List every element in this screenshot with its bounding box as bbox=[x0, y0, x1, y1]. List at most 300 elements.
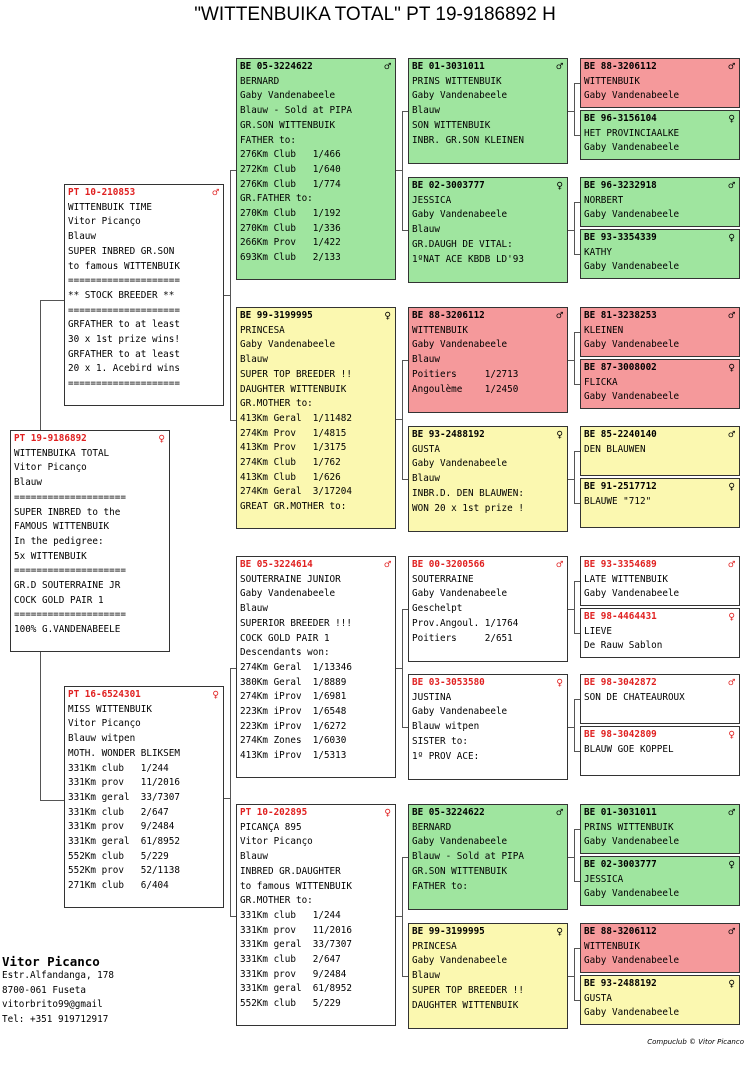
card-line: SUPER INBRED GR.SON bbox=[68, 245, 175, 257]
pigeon-card-mmm bbox=[408, 923, 568, 1029]
connector-line bbox=[574, 829, 575, 882]
card-line: SUPER TOP BREEDER !! bbox=[412, 984, 524, 996]
card-header bbox=[68, 688, 219, 703]
ring-number: PT 10-210853 bbox=[68, 187, 136, 198]
card-line: Gaby Vandenabeele bbox=[412, 458, 508, 470]
card-line: 223Km iProv 1/6272 bbox=[240, 720, 347, 732]
male-icon: ♂ bbox=[728, 60, 735, 73]
connector-line bbox=[574, 699, 575, 752]
connector-line bbox=[40, 300, 64, 301]
ring-number: BE 05-3224622 bbox=[412, 807, 485, 818]
card-line: GRFATHER to at least bbox=[68, 348, 180, 360]
ring-number: BE 98-4464431 bbox=[584, 611, 657, 622]
card-line: SISTER to: bbox=[412, 735, 468, 747]
card-line: BLAUW GOE KOPPEL bbox=[584, 743, 674, 755]
card-line: ==================== bbox=[14, 565, 126, 577]
pigeon-card-subject bbox=[10, 430, 170, 652]
pigeon-card-g15 bbox=[580, 923, 740, 973]
card-line: Gaby Vandenabeele bbox=[584, 836, 680, 848]
card-line: Blauw - Sold at PIPA bbox=[240, 105, 352, 117]
female-icon: ♀ bbox=[556, 676, 563, 689]
card-line: 266Km Prov 1/422 bbox=[240, 237, 341, 249]
ring-number: BE 96-3232918 bbox=[584, 180, 657, 191]
card-line: Vitor Picanço bbox=[240, 836, 313, 848]
ring-number: BE 00-3200566 bbox=[412, 559, 485, 570]
card-line: GR.MOTHER to: bbox=[240, 895, 313, 907]
card-line: Poitiers 2/651 bbox=[412, 632, 513, 644]
card-line: NORBERT bbox=[584, 194, 624, 206]
ring-number: BE 88-3206112 bbox=[584, 61, 657, 72]
ring-number: BE 88-3206112 bbox=[412, 310, 485, 321]
card-line: Gaby Vandenabeele bbox=[584, 339, 680, 351]
owner-name: Vitor Picanco bbox=[2, 954, 100, 969]
male-icon: ♂ bbox=[728, 925, 735, 938]
female-icon: ♀ bbox=[728, 977, 735, 990]
connector-line bbox=[574, 581, 575, 634]
card-line: Gaby Vandenabeele bbox=[584, 90, 680, 102]
ring-number: BE 01-3031011 bbox=[584, 807, 657, 818]
card-line: Blauw bbox=[412, 224, 440, 236]
pigeon-card-g7 bbox=[580, 426, 740, 476]
card-line: FLICKA bbox=[584, 376, 618, 388]
ring-number: BE 96-3156104 bbox=[584, 113, 657, 124]
card-line: JUSTINA bbox=[412, 691, 452, 703]
ring-number: BE 88-3206112 bbox=[584, 926, 657, 937]
card-line: MISS WITTENBUIK bbox=[68, 703, 152, 715]
card-header bbox=[584, 977, 735, 992]
card-line: Poitiers 1/2713 bbox=[412, 368, 519, 380]
card-header bbox=[240, 60, 391, 75]
card-header bbox=[584, 558, 735, 573]
card-line: 272Km Club 1/640 bbox=[240, 163, 341, 175]
card-line: Blauw bbox=[240, 603, 268, 615]
card-line: BERNARD bbox=[240, 75, 280, 87]
connector-line bbox=[230, 668, 231, 916]
card-line: 331Km club 2/647 bbox=[240, 954, 341, 966]
card-line: FATHER to: bbox=[412, 880, 468, 892]
card-line: Blauw witpen bbox=[412, 721, 480, 733]
card-line: GRFATHER to at least bbox=[68, 319, 180, 331]
card-header bbox=[584, 858, 735, 873]
card-line: 380Km Geral 1/8889 bbox=[240, 676, 347, 688]
card-line: 413Km Prov 1/3175 bbox=[240, 442, 347, 454]
card-line: PRINS WITTENBUIK bbox=[412, 75, 502, 87]
card-line: 331Km club 2/647 bbox=[68, 806, 169, 818]
pigeon-card-g4 bbox=[580, 229, 740, 279]
ring-number: BE 91-2517712 bbox=[584, 481, 657, 492]
card-header bbox=[584, 60, 735, 75]
card-line: DEN BLAUWEN bbox=[584, 443, 646, 455]
card-line: DAUGHTER WITTENBUIK bbox=[240, 383, 347, 395]
card-line: PICANÇA 895 bbox=[240, 821, 302, 833]
male-icon: ♂ bbox=[556, 309, 563, 322]
pigeon-card-ff bbox=[236, 58, 396, 280]
card-line: 413Km Club 1/626 bbox=[240, 471, 341, 483]
card-line: Geschelpt bbox=[412, 603, 463, 615]
card-header bbox=[584, 112, 735, 127]
ring-number: BE 98-3042872 bbox=[584, 677, 657, 688]
card-line: Gaby Vandenabeele bbox=[412, 90, 508, 102]
male-icon: ♂ bbox=[728, 676, 735, 689]
card-line: 270Km Club 1/336 bbox=[240, 222, 341, 234]
female-icon: ♀ bbox=[384, 806, 391, 819]
card-line: INBR. GR.SON KLEINEN bbox=[412, 134, 524, 146]
page-title: "WITTENBUIKA TOTAL" PT 19-9186892 H bbox=[194, 4, 556, 25]
card-line: Gaby Vandenabeele bbox=[412, 339, 508, 351]
connector-line bbox=[574, 948, 575, 1001]
ring-number: PT 16-6524301 bbox=[68, 689, 141, 700]
card-line: Blauw bbox=[412, 473, 440, 485]
card-header bbox=[584, 925, 735, 940]
card-line: Blauw - Sold at PIPA bbox=[412, 851, 524, 863]
card-line: 100% G.VANDENABEELE bbox=[14, 624, 121, 636]
card-line: 274Km Prov 1/4815 bbox=[240, 427, 347, 439]
owner-info bbox=[2, 954, 114, 1027]
card-line: to famous WITTENBUIK bbox=[240, 880, 352, 892]
card-line: 331Km geral 61/8952 bbox=[68, 836, 180, 848]
card-line: GUSTA bbox=[412, 443, 440, 455]
ring-number: BE 03-3053580 bbox=[412, 677, 485, 688]
card-line: GUSTA bbox=[584, 992, 612, 1004]
pigeon-card-fff bbox=[408, 58, 568, 164]
card-line: ** STOCK BREEDER ** bbox=[68, 289, 175, 301]
male-icon: ♂ bbox=[728, 806, 735, 819]
owner-email: vitorbrito99@gmail bbox=[2, 999, 103, 1011]
pigeon-card-g6 bbox=[580, 359, 740, 409]
connector-line bbox=[402, 111, 403, 231]
card-line: INBR.D. DEN BLAUWEN: bbox=[412, 487, 524, 499]
card-line: JESSICA bbox=[412, 194, 452, 206]
card-line: KLEINEN bbox=[584, 324, 624, 336]
card-line: DAUGHTER WITTENBUIK bbox=[412, 999, 519, 1011]
card-line: BLAUWE "712" bbox=[584, 495, 652, 507]
card-header bbox=[584, 806, 735, 821]
pigeon-card-mf bbox=[236, 556, 396, 778]
card-line: 331Km prov 9/2484 bbox=[68, 821, 175, 833]
male-icon: ♂ bbox=[728, 179, 735, 192]
male-icon: ♂ bbox=[556, 806, 563, 819]
male-icon: ♂ bbox=[384, 558, 391, 571]
card-line: PRINS WITTENBUIK bbox=[584, 821, 674, 833]
card-line: PRINCESA bbox=[412, 940, 457, 952]
card-line: SUPER INBRED to the bbox=[14, 506, 121, 518]
card-line: 274Km Geral 1/13346 bbox=[240, 661, 352, 673]
connector-line bbox=[574, 202, 575, 255]
female-icon: ♀ bbox=[728, 480, 735, 493]
card-line: 5x WITTENBUIK bbox=[14, 550, 87, 562]
card-line: BERNARD bbox=[412, 821, 452, 833]
pigeon-card-g8 bbox=[580, 478, 740, 528]
female-icon: ♀ bbox=[158, 432, 165, 445]
ring-number: PT 10-202895 bbox=[240, 807, 308, 818]
female-icon: ♀ bbox=[728, 231, 735, 244]
ring-number: PT 19-9186892 bbox=[14, 433, 87, 444]
card-header bbox=[584, 179, 735, 194]
card-line: Gaby Vandenabeele bbox=[584, 1007, 680, 1019]
male-icon: ♂ bbox=[556, 60, 563, 73]
female-icon: ♀ bbox=[728, 361, 735, 374]
card-line: Blauw bbox=[412, 105, 440, 117]
ring-number: BE 05-3224614 bbox=[240, 559, 313, 570]
card-line: Blauw bbox=[412, 354, 440, 366]
pigeon-card-g10 bbox=[580, 608, 740, 658]
card-line: Gaby Vandenabeele bbox=[412, 209, 508, 221]
card-line: HET PROVINCIAALKE bbox=[584, 127, 680, 139]
female-icon: ♀ bbox=[728, 728, 735, 741]
credit-text: Compuclub © Vitor Picanco bbox=[647, 1038, 744, 1046]
card-line: Descendants won: bbox=[240, 647, 330, 659]
card-line: 331Km prov 9/2484 bbox=[240, 968, 347, 980]
card-header bbox=[412, 806, 563, 821]
connector-line bbox=[574, 451, 575, 504]
card-line: WITTENBUIKA TOTAL bbox=[14, 447, 110, 459]
card-line: to famous WITTENBUIK bbox=[68, 260, 180, 272]
pigeon-card-fmf bbox=[408, 307, 568, 413]
card-line: WITTENBUIK bbox=[412, 324, 468, 336]
pigeon-card-g16 bbox=[580, 975, 740, 1025]
female-icon: ♀ bbox=[556, 179, 563, 192]
card-line: ==================== bbox=[14, 609, 126, 621]
pigeon-card-ffm bbox=[408, 177, 568, 283]
card-line: Gaby Vandenabeele bbox=[412, 588, 508, 600]
connector-line bbox=[40, 800, 64, 801]
card-line: 1º PROV ACE: bbox=[412, 750, 480, 762]
card-line: 276Km Club 1/774 bbox=[240, 178, 341, 190]
card-header bbox=[584, 728, 735, 743]
card-line: Gaby Vandenabeele bbox=[584, 588, 680, 600]
card-line: Gaby Vandenabeele bbox=[412, 836, 508, 848]
pigeon-card-g3 bbox=[580, 177, 740, 227]
card-header bbox=[14, 432, 165, 447]
card-line: 552Km club 5/229 bbox=[240, 998, 341, 1010]
card-line: JESSICA bbox=[584, 873, 624, 885]
card-line: 274Km iProv 1/6981 bbox=[240, 691, 347, 703]
card-line: Gaby Vandenabeele bbox=[584, 142, 680, 154]
owner-address: Estr.Alfandanga, 178 bbox=[2, 970, 114, 981]
ring-number: BE 99-3199995 bbox=[240, 310, 313, 321]
ring-number: BE 98-3042809 bbox=[584, 729, 657, 740]
card-header bbox=[240, 806, 391, 821]
card-line: Blauw bbox=[240, 354, 268, 366]
card-header bbox=[240, 309, 391, 324]
card-line: Angoulème 1/2450 bbox=[412, 383, 519, 395]
pigeon-card-g5 bbox=[580, 307, 740, 357]
pigeon-card-mm bbox=[236, 804, 396, 1026]
pigeon-card-fmm bbox=[408, 426, 568, 532]
card-line: COCK GOLD PAIR 1 bbox=[14, 594, 104, 606]
card-line: ==================== bbox=[14, 491, 126, 503]
card-line: GR.DAUGH DE VITAL: bbox=[412, 238, 513, 250]
ring-number: BE 85-2240140 bbox=[584, 429, 657, 440]
card-line: Gaby Vandenabeele bbox=[412, 706, 508, 718]
card-line: Blauw witpen bbox=[68, 733, 136, 745]
card-line: Blauw bbox=[68, 231, 96, 243]
card-line: Gaby Vandenabeele bbox=[584, 261, 680, 273]
card-line: 331Km prov 11/2016 bbox=[240, 924, 352, 936]
connector-line bbox=[402, 609, 403, 728]
pigeon-card-g9 bbox=[580, 556, 740, 606]
card-header bbox=[584, 309, 735, 324]
card-line: FATHER to: bbox=[240, 134, 296, 146]
pigeon-card-father bbox=[64, 184, 224, 406]
card-line: 274Km Zones 1/6030 bbox=[240, 735, 347, 747]
card-line: 331Km geral 61/8952 bbox=[240, 983, 352, 995]
male-icon: ♂ bbox=[556, 558, 563, 571]
card-line: Blauw bbox=[240, 851, 268, 863]
card-header bbox=[584, 480, 735, 495]
card-header bbox=[584, 676, 735, 691]
card-header bbox=[412, 179, 563, 194]
pigeon-card-g14 bbox=[580, 856, 740, 906]
pigeon-card-mfm bbox=[408, 674, 568, 780]
card-line: GR.FATHER to: bbox=[240, 193, 313, 205]
card-line: INBRED GR.DAUGHTER bbox=[240, 865, 341, 877]
card-line: In the pedigree: bbox=[14, 535, 104, 547]
card-line: SUPER TOP BREEDER !! bbox=[240, 368, 352, 380]
card-line: Vitor Picanço bbox=[68, 718, 141, 730]
female-icon: ♀ bbox=[556, 925, 563, 938]
connector-line bbox=[402, 857, 403, 977]
card-line: 331Km club 1/244 bbox=[240, 909, 341, 921]
pigeon-card-g1 bbox=[580, 58, 740, 108]
card-line: 276Km Club 1/466 bbox=[240, 149, 341, 161]
female-icon: ♀ bbox=[556, 428, 563, 441]
pigeon-card-fm bbox=[236, 307, 396, 529]
pigeon-card-mother bbox=[64, 686, 224, 908]
connector-line bbox=[230, 170, 231, 420]
card-line: GR.MOTHER to: bbox=[240, 398, 313, 410]
owner-phone: Tel: +351 919712917 bbox=[2, 1013, 109, 1025]
card-header bbox=[412, 558, 563, 573]
card-line: Vitor Picanço bbox=[14, 462, 87, 474]
card-line: 30 x 1st prize wins! bbox=[68, 334, 180, 346]
male-icon: ♂ bbox=[212, 186, 219, 199]
connector-line bbox=[574, 332, 575, 385]
card-line: GR.SON WITTENBUIK bbox=[412, 865, 508, 877]
card-line: SOUTERRAINE bbox=[412, 573, 474, 585]
female-icon: ♀ bbox=[728, 610, 735, 623]
female-icon: ♀ bbox=[212, 688, 219, 701]
card-header bbox=[412, 428, 563, 443]
card-line: Gaby Vandenabeele bbox=[240, 339, 336, 351]
card-header bbox=[412, 309, 563, 324]
ring-number: BE 81-3238253 bbox=[584, 310, 657, 321]
connector-line bbox=[574, 83, 575, 136]
card-line: 552Km club 5/229 bbox=[68, 850, 169, 862]
card-line: 552Km prov 52/1138 bbox=[68, 865, 180, 877]
card-line: 413Km iProv 1/5313 bbox=[240, 750, 347, 762]
card-line: ==================== bbox=[68, 378, 180, 390]
card-line: SON WITTENBUIK bbox=[412, 119, 491, 131]
card-line: Gaby Vandenabeele bbox=[240, 588, 336, 600]
card-line: 331Km prov 11/2016 bbox=[68, 777, 180, 789]
card-header bbox=[68, 186, 219, 201]
pigeon-card-mff bbox=[408, 556, 568, 662]
card-line: SOUTERRAINE JUNIOR bbox=[240, 573, 341, 585]
pigeon-card-g12 bbox=[580, 726, 740, 776]
female-icon: ♀ bbox=[728, 858, 735, 871]
pigeon-card-mmf bbox=[408, 804, 568, 910]
card-line: 331Km geral 33/7307 bbox=[240, 939, 352, 951]
card-line: Gaby Vandenabeele bbox=[412, 955, 508, 967]
male-icon: ♂ bbox=[728, 428, 735, 441]
card-line: 413Km Geral 1/11482 bbox=[240, 412, 352, 424]
card-line: 331Km geral 33/7307 bbox=[68, 791, 180, 803]
card-line: FAMOUS WITTENBUIK bbox=[14, 521, 110, 533]
male-icon: ♂ bbox=[728, 309, 735, 322]
ring-number: BE 93-2488192 bbox=[584, 978, 657, 989]
card-line: WITTENBUIK TIME bbox=[68, 201, 152, 213]
card-line: Gaby Vandenabeele bbox=[584, 955, 680, 967]
ring-number: BE 05-3224622 bbox=[240, 61, 313, 72]
ring-number: BE 01-3031011 bbox=[412, 61, 485, 72]
pigeon-card-g11 bbox=[580, 674, 740, 724]
connector-line bbox=[40, 652, 41, 800]
card-line: LATE WITTENBUIK bbox=[584, 573, 668, 585]
card-line: De Rauw Sablon bbox=[584, 640, 663, 652]
male-icon: ♂ bbox=[728, 558, 735, 571]
female-icon: ♀ bbox=[728, 112, 735, 125]
card-header bbox=[240, 558, 391, 573]
card-line: 271Km club 6/404 bbox=[68, 880, 169, 892]
card-line: 270Km Club 1/192 bbox=[240, 208, 341, 220]
card-line: SON DE CHATEAUROUX bbox=[584, 691, 685, 703]
card-line: Gaby Vandenabeele bbox=[584, 209, 680, 221]
card-line: KATHY bbox=[584, 246, 612, 258]
card-line: ==================== bbox=[68, 304, 180, 316]
pigeon-card-g2 bbox=[580, 110, 740, 160]
card-line: 693Km Club 2/133 bbox=[240, 252, 341, 264]
card-line: COCK GOLD PAIR 1 bbox=[240, 632, 330, 644]
connector-line bbox=[402, 360, 403, 480]
card-header bbox=[584, 428, 735, 443]
card-line: WON 20 x 1st prize ! bbox=[412, 502, 524, 514]
card-header bbox=[584, 231, 735, 246]
card-line: WITTENBUIK bbox=[584, 940, 640, 952]
card-line: 1ºNAT ACE KBDB LD'93 bbox=[412, 253, 524, 265]
connector-line bbox=[40, 300, 41, 430]
ring-number: BE 02-3003777 bbox=[584, 859, 657, 870]
pigeon-card-g13 bbox=[580, 804, 740, 854]
female-icon: ♀ bbox=[384, 309, 391, 322]
ring-number: BE 02-3003777 bbox=[412, 180, 485, 191]
ring-number: BE 99-3199995 bbox=[412, 926, 485, 937]
card-header bbox=[412, 676, 563, 691]
card-line: 331Km club 1/244 bbox=[68, 762, 169, 774]
card-line: WITTENBUIK bbox=[584, 75, 640, 87]
card-line: Gaby Vandenabeele bbox=[584, 888, 680, 900]
card-line: PRINCESA bbox=[240, 324, 285, 336]
ring-number: BE 93-2488192 bbox=[412, 429, 485, 440]
card-header bbox=[584, 610, 735, 625]
card-header bbox=[584, 361, 735, 376]
card-line: Blauw bbox=[412, 970, 440, 982]
card-header bbox=[412, 60, 563, 75]
card-header bbox=[412, 925, 563, 940]
card-line: Gaby Vandenabeele bbox=[240, 90, 336, 102]
card-line: SUPERIOR BREEDER !!! bbox=[240, 617, 352, 629]
ring-number: BE 87-3008002 bbox=[584, 362, 657, 373]
card-line: Vitor Picanço bbox=[68, 216, 141, 228]
card-line: ==================== bbox=[68, 275, 180, 287]
card-line: 223Km iProv 1/6548 bbox=[240, 706, 347, 718]
card-line: Blauw bbox=[14, 477, 42, 489]
owner-postcode: 8700-061 Fuseta bbox=[2, 984, 86, 996]
card-line: MOTH. WONDER BLIKSEM bbox=[68, 747, 180, 759]
card-line: 274Km Club 1/762 bbox=[240, 457, 341, 469]
card-line: GR.SON WITTENBUIK bbox=[240, 119, 336, 131]
male-icon: ♂ bbox=[384, 60, 391, 73]
